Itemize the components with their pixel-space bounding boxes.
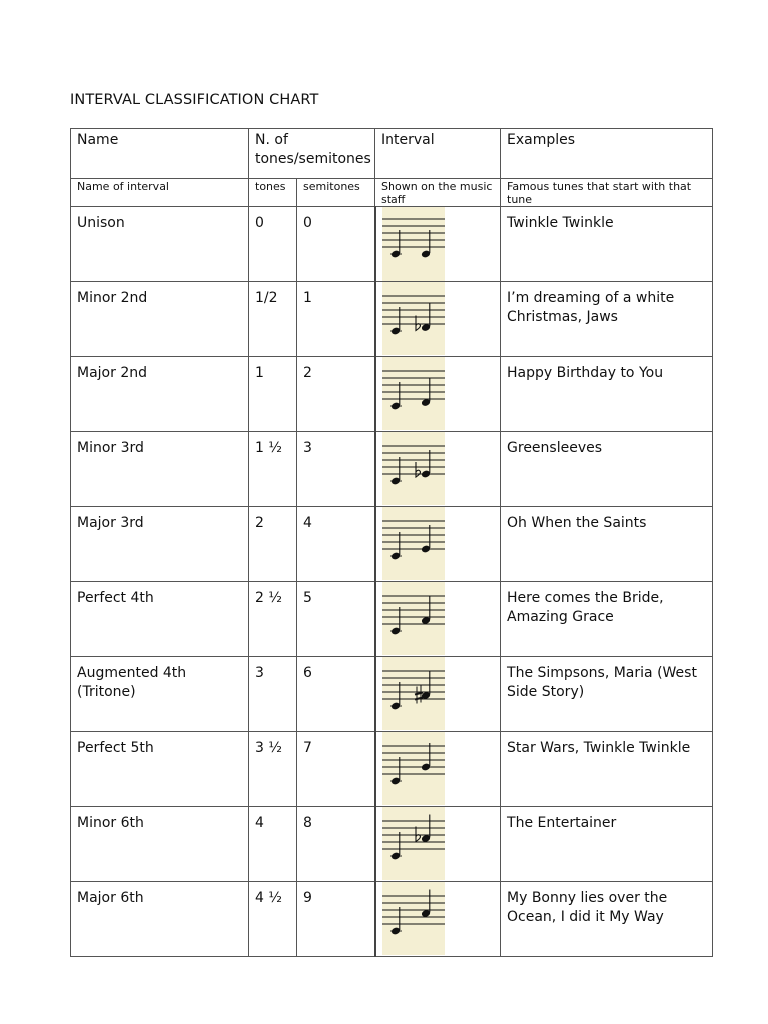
tones-cell: 3 [249,657,297,732]
example-cell: The Entertainer [501,807,713,882]
interval-row [71,807,713,882]
subheader-interval: Shown on the music staff [375,179,501,207]
staff-cell [375,732,501,807]
music-staff-image [382,507,445,580]
tones-cell: 1 ½ [249,432,297,507]
staff-cell [375,807,501,882]
header-name: Name [71,129,249,179]
staff-cell [375,357,501,432]
tones-cell: 3 ½ [249,732,297,807]
interval-name-cell: Minor 6th [71,807,249,882]
interval-row [71,882,713,957]
staff-cell [375,882,501,957]
interval-row [71,582,713,657]
tones-cell: 0 [249,207,297,282]
music-staff-image [382,282,445,355]
subheader-row [71,179,713,207]
interval-name-cell: Perfect 4th [71,582,249,657]
interval-table [70,128,713,957]
semitones-cell: 6 [297,657,375,732]
music-staff-image [382,732,445,805]
page-title: INTERVAL CLASSIFICATION CHART [70,92,319,108]
tones-cell: 1/2 [249,282,297,357]
semitones-cell: 0 [297,207,375,282]
semitones-cell: 5 [297,582,375,657]
interval-name-cell: Major 2nd [71,357,249,432]
interval-row [71,657,713,732]
header-interval: Interval [375,129,501,179]
semitones-cell: 8 [297,807,375,882]
interval-name-cell: Minor 3rd [71,432,249,507]
interval-name-cell: Perfect 5th [71,732,249,807]
staff-cell [375,657,501,732]
semitones-cell: 9 [297,882,375,957]
music-staff-image [382,657,445,730]
semitones-cell: 4 [297,507,375,582]
example-cell: Star Wars, Twinkle Twinkle [501,732,713,807]
interval-name-cell: Major 3rd [71,507,249,582]
tones-cell: 2 [249,507,297,582]
tones-cell: 4 ½ [249,882,297,957]
interval-name-cell: Minor 2nd [71,282,249,357]
interval-row [71,432,713,507]
semitones-cell: 3 [297,432,375,507]
tones-cell: 1 [249,357,297,432]
music-staff-image [382,807,445,880]
staff-cell [375,207,501,282]
staff-cell [375,432,501,507]
subheader-examples: Famous tunes that start with that tune [501,179,713,207]
header-examples: Examples [501,129,713,179]
example-cell: The Simpsons, Maria (West Side Story) [501,657,713,732]
staff-cell [375,282,501,357]
interval-row [71,507,713,582]
semitones-cell: 7 [297,732,375,807]
interval-row [71,732,713,807]
semitones-cell: 1 [297,282,375,357]
tones-cell: 2 ½ [249,582,297,657]
interval-row [71,282,713,357]
staff-cell [375,507,501,582]
example-cell: Happy Birthday to You [501,357,713,432]
interval-name-cell: Augmented 4th (Tritone) [71,657,249,732]
example-cell: Oh When the Saints [501,507,713,582]
subheader-tones: tones [249,179,297,207]
example-cell: My Bonny lies over the Ocean, I did it My Way [501,882,713,957]
music-staff-image [382,582,445,655]
interval-name-cell: Major 6th [71,882,249,957]
interval-row [71,357,713,432]
music-staff-image [382,882,445,955]
music-staff-image [382,432,445,505]
interval-name-cell: Unison [71,207,249,282]
example-cell: Here comes the Bride, Amazing Grace [501,582,713,657]
example-cell: I’m dreaming of a white Christmas, Jaws [501,282,713,357]
staff-cell [375,582,501,657]
semitones-cell: 2 [297,357,375,432]
example-cell: Twinkle Twinkle [501,207,713,282]
tones-cell: 4 [249,807,297,882]
music-staff-image [382,207,445,282]
subheader-name: Name of interval [71,179,249,207]
subheader-semitones: semitones [297,179,375,207]
example-cell: Greensleeves [501,432,713,507]
header-row [71,129,713,179]
music-staff-image [382,357,445,430]
header-tones-semitones: N. of tones/semitones [249,129,375,179]
interval-row [71,207,713,282]
